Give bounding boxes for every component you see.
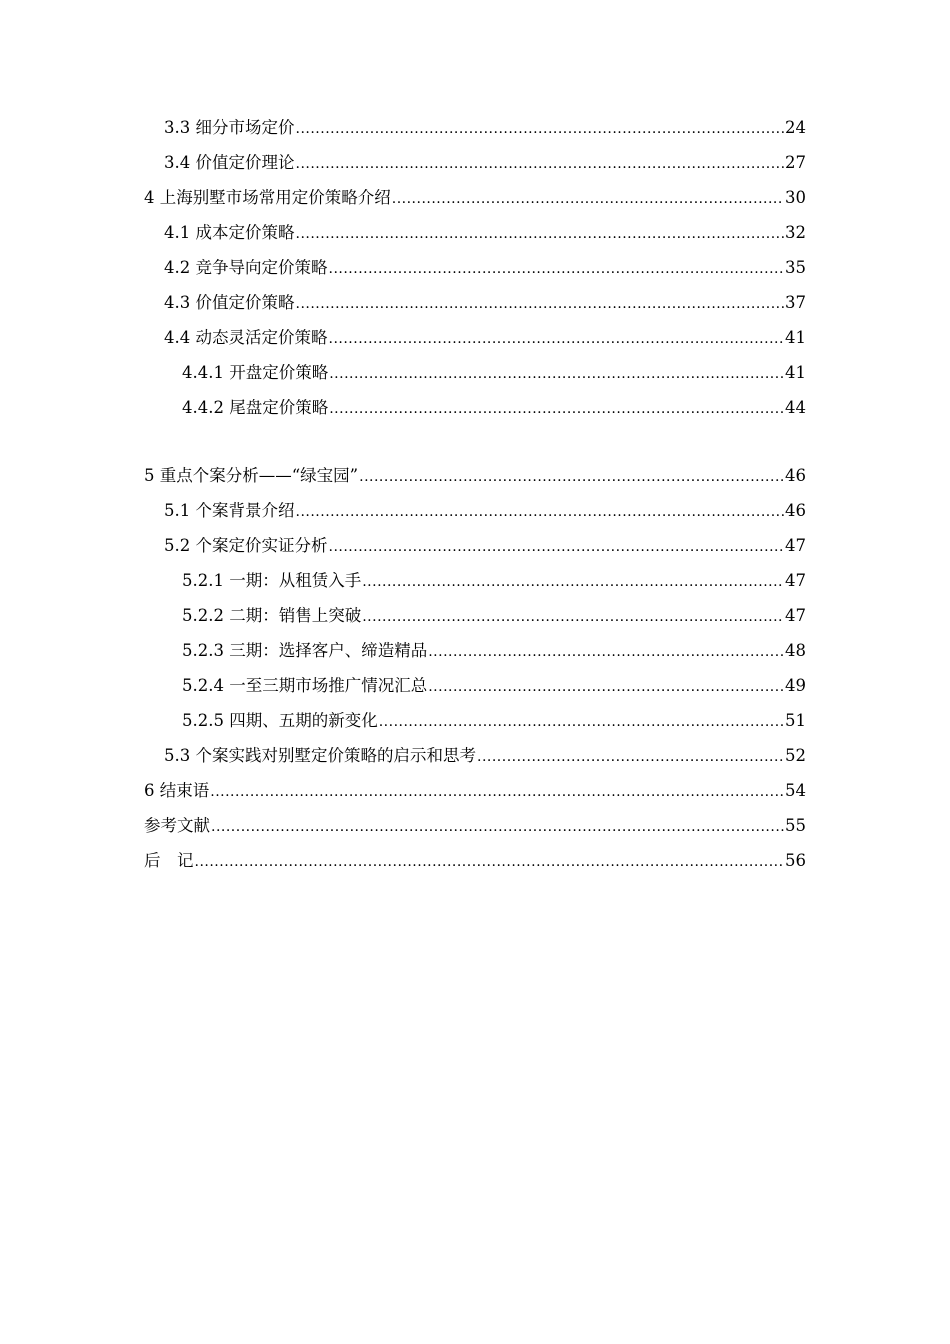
toc-dot-leader	[296, 495, 785, 530]
toc-entry-page: 47	[785, 571, 806, 590]
toc-entry-title: 5 重点个案分析——“绿宝园”	[144, 466, 359, 485]
toc-dot-leader	[210, 775, 784, 810]
toc-entry[interactable]	[144, 250, 806, 285]
toc-entry-title: 4 上海别墅市场常用定价策略介绍	[144, 188, 391, 207]
toc-entry-title: 5.1 个案背景介绍	[164, 501, 295, 520]
toc-dot-leader	[329, 392, 784, 427]
toc-entry-page: 24	[785, 118, 806, 137]
toc-dot-leader	[428, 670, 784, 705]
toc-entry-title: 4.4.1 开盘定价策略	[182, 363, 329, 382]
toc-entry-title: 5.2.5 四期、五期的新变化	[182, 711, 378, 730]
toc-entry[interactable]	[144, 738, 806, 773]
toc-entry[interactable]	[144, 320, 806, 355]
toc-entry[interactable]	[144, 528, 806, 563]
toc-entry-page: 55	[785, 816, 806, 835]
toc-entry-page: 32	[785, 223, 806, 242]
toc-entry[interactable]	[144, 808, 806, 843]
toc-dot-leader	[211, 810, 784, 845]
toc-entry-title: 5.2.4 一至三期市场推广情况汇总	[182, 676, 428, 695]
toc-entry-title: 5.2.3 三期：选择客户、缔造精品	[182, 641, 428, 660]
toc-entry[interactable]	[144, 633, 806, 668]
toc-entry-title: 5.2 个案定价实证分析	[164, 536, 328, 555]
toc-entry-page: 54	[785, 781, 806, 800]
toc-entry-page: 44	[785, 398, 806, 417]
toc-dot-leader	[296, 112, 785, 147]
toc-entry[interactable]	[144, 668, 806, 703]
toc-entry-page: 41	[785, 328, 806, 347]
toc-dot-leader	[359, 460, 784, 495]
toc-dot-leader	[329, 357, 784, 392]
toc-dot-leader	[477, 740, 784, 775]
toc-entry-page: 49	[785, 676, 806, 695]
toc-dot-leader	[329, 252, 785, 287]
toc-entry[interactable]	[144, 145, 806, 180]
toc-entry-page: 35	[785, 258, 806, 277]
toc-dot-leader	[296, 217, 785, 252]
toc-dot-leader	[379, 705, 784, 740]
toc-entry[interactable]	[144, 215, 806, 250]
toc-dot-leader	[195, 845, 785, 880]
toc-dot-leader	[362, 600, 784, 635]
toc-entry[interactable]	[144, 773, 806, 808]
toc-dot-leader	[329, 530, 785, 565]
toc-entry-title: 5.3 个案实践对别墅定价策略的启示和思考	[164, 746, 476, 765]
toc-entry[interactable]	[144, 110, 806, 145]
toc-entry-page: 47	[785, 536, 806, 555]
toc-entry-page: 56	[785, 851, 806, 870]
toc-entry-page: 46	[785, 466, 806, 485]
toc-entry-title: 4.4.2 尾盘定价策略	[182, 398, 329, 417]
toc-entry-title: 3.3 细分市场定价	[164, 118, 295, 137]
toc-entry[interactable]	[144, 493, 806, 528]
toc-entry-page: 48	[785, 641, 806, 660]
toc-dot-leader	[329, 322, 785, 357]
toc-entry[interactable]	[144, 598, 806, 633]
toc-entry[interactable]	[144, 703, 806, 738]
toc-entry[interactable]	[144, 563, 806, 598]
toc-entry[interactable]	[144, 390, 806, 425]
toc-entry-title: 后 记	[144, 851, 194, 870]
toc-entry-title: 4.4 动态灵活定价策略	[164, 328, 328, 347]
toc-entry-page: 27	[785, 153, 806, 172]
toc-entry-title: 3.4 价值定价理论	[164, 153, 295, 172]
toc-entry-page: 46	[785, 501, 806, 520]
toc-entry-title: 4.2 竞争导向定价策略	[164, 258, 328, 277]
toc-entry[interactable]	[144, 180, 806, 215]
toc-dot-leader	[392, 182, 784, 217]
toc-entry-page: 51	[785, 711, 806, 730]
toc-entry-page: 37	[785, 293, 806, 312]
toc-entry[interactable]	[144, 285, 806, 320]
toc-entry-page: 47	[785, 606, 806, 625]
toc-entry-page: 30	[785, 188, 806, 207]
toc-dot-leader	[428, 635, 784, 670]
toc-entry-title: 4.1 成本定价策略	[164, 223, 295, 242]
toc-entry-title: 参考文献	[144, 816, 210, 835]
toc-entry-title: 5.2.1 一期：从租赁入手	[182, 571, 362, 590]
toc-entry[interactable]	[144, 843, 806, 878]
toc-entry-title: 4.3 价值定价策略	[164, 293, 295, 312]
toc-entry-title: 5.2.2 二期：销售上突破	[182, 606, 362, 625]
toc-entry-page: 52	[785, 746, 806, 765]
table-of-contents	[144, 110, 806, 878]
toc-dot-leader	[296, 147, 785, 182]
toc-dot-leader	[296, 287, 785, 322]
toc-entry-page: 41	[785, 363, 806, 382]
toc-dot-leader	[362, 565, 784, 600]
toc-entry[interactable]	[144, 458, 806, 493]
toc-entry[interactable]	[144, 355, 806, 390]
toc-entry-title: 6 结束语	[144, 781, 210, 800]
